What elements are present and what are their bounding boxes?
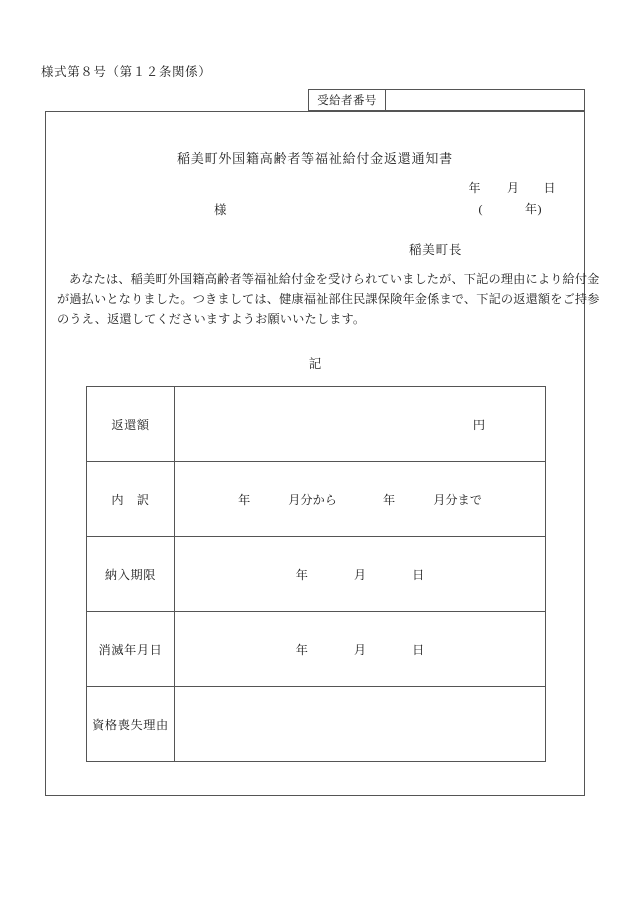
table-row <box>87 537 546 612</box>
breakdown-period <box>189 491 531 508</box>
row-value-breakdown[interactable] <box>175 462 546 537</box>
row-value-expiry-date[interactable] <box>175 612 546 687</box>
recipient-number-field[interactable] <box>386 90 584 110</box>
expiry-day: 日 <box>412 642 425 657</box>
issue-date-line <box>468 179 556 196</box>
currency-unit: 円 <box>472 417 485 432</box>
table-row <box>87 687 546 762</box>
deadline-month: 月 <box>353 567 367 582</box>
row-value-refund-amount[interactable] <box>175 387 546 462</box>
table-row <box>87 387 546 462</box>
body-paragraph <box>57 269 600 329</box>
period-to-month: 月分まで <box>433 492 482 507</box>
period-to-year: 年 <box>383 492 396 507</box>
addressee-honorific: 様 <box>214 203 228 217</box>
signer-name: 稲美町長 <box>409 243 463 257</box>
period-from-month: 月分から <box>288 492 337 507</box>
row-value-disqualification-reason[interactable] <box>175 687 546 762</box>
row-value-payment-deadline[interactable] <box>175 537 546 612</box>
row-label-expiry-date: 消滅年月日 <box>87 612 175 687</box>
issue-date-month: 月 <box>506 181 520 195</box>
age-paren-year: 年) <box>525 202 542 216</box>
recipient-number-label: 受給者番号 <box>309 90 386 110</box>
table-row <box>87 612 546 687</box>
age-parenthetical <box>479 200 543 217</box>
body-line: が過払いとなりました。つきましては、健康福祉部住民課保険年金係まで、下記の返還額をご持参 <box>57 292 600 306</box>
expiry-month: 月 <box>353 642 367 657</box>
body-line: あなたは、稲美町外国籍高齢者等福祉給付金を受けられていましたが、下記の理由により給付金 <box>69 272 600 286</box>
expiry-date <box>189 641 531 658</box>
payment-deadline-date <box>189 566 531 583</box>
body-line: のうえ、返還してくださいますようお願いいたします。 <box>57 312 366 326</box>
age-paren-open: ( <box>478 202 483 216</box>
row-label-refund-amount: 返還額 <box>87 387 175 462</box>
row-label-disqualification-reason: 資格喪失理由 <box>87 687 175 762</box>
document-title: 稲美町外国籍高齢者等福祉給付金返還通知書 <box>176 151 453 166</box>
row-label-breakdown: 内 訳 <box>87 462 175 537</box>
detail-table <box>86 386 546 762</box>
period-from-year: 年 <box>238 492 251 507</box>
recipient-number-box <box>308 89 585 111</box>
deadline-year: 年 <box>295 567 308 582</box>
ki-marker: 記 <box>308 357 322 371</box>
issue-date-year: 年 <box>468 181 481 195</box>
form-number-label: 様式第８号（第１２条関係） <box>41 65 212 79</box>
deadline-day: 日 <box>412 567 425 582</box>
row-label-payment-deadline: 納入期限 <box>87 537 175 612</box>
expiry-year: 年 <box>295 642 308 657</box>
issue-date-day: 日 <box>543 181 556 195</box>
document-frame <box>45 111 600 796</box>
table-row <box>87 462 546 537</box>
